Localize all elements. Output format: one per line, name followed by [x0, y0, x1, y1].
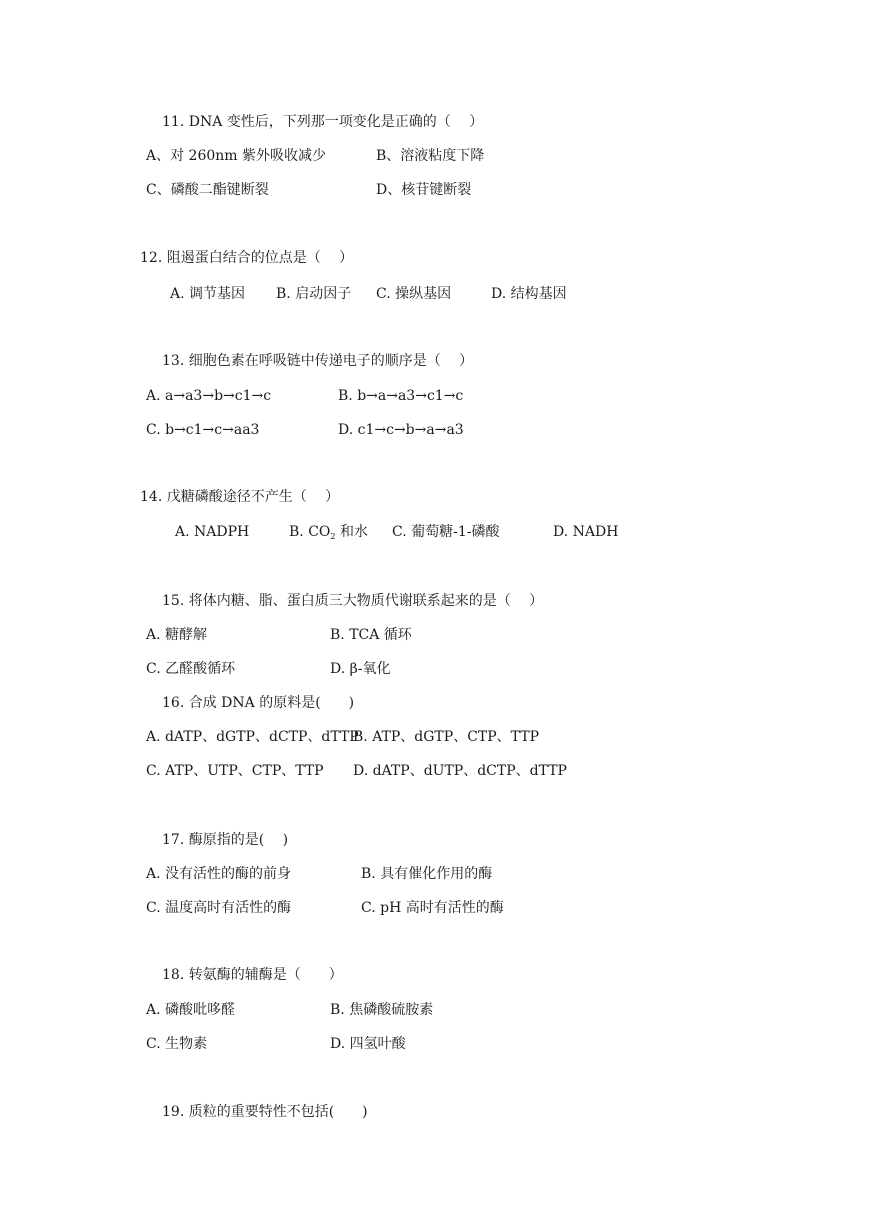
question-11-option-b: B、溶液粘度下降 — [376, 148, 485, 164]
question-16-option-d: D. dATP、dUTP、dCTP、dTTP — [353, 763, 567, 779]
question-12-stem: 12. 阻遏蛋白结合的位点是（ ） — [140, 250, 354, 266]
question-11-option-d: D、核苷键断裂 — [376, 182, 472, 198]
question-18-option-b: B. 焦磷酸硫胺素 — [330, 1002, 434, 1018]
question-14-option-b-suffix: 和水 — [339, 524, 368, 540]
question-12-option-d: D. 结构基因 — [491, 286, 567, 302]
question-14-option-a: A. NADPH — [175, 524, 250, 540]
question-15-option-c: C. 乙醛酸循环 — [146, 661, 236, 677]
question-15-option-b: B. TCA 循环 — [330, 627, 412, 643]
question-11-stem: 11. DNA 变性后，下列那一项变化是正确的（ ） — [162, 114, 484, 130]
question-14-option-b-text: B. CO — [289, 524, 331, 540]
question-18-option-d: D. 四氢叶酸 — [330, 1036, 406, 1052]
question-12-option-c: C. 操纵基因 — [376, 286, 452, 302]
question-15-option-a: A. 糖酵解 — [146, 627, 208, 643]
question-15-option-d: D. β-氧化 — [330, 661, 391, 677]
question-13-option-b: B. b→a→a3→c1→c — [338, 388, 464, 404]
question-13-option-c: C. b→c1→c→aa3 — [146, 422, 260, 438]
question-14-stem: 14. 戊糖磷酸途径不产生（ ） — [140, 489, 340, 505]
question-15-stem: 15. 将体内糖、脂、蛋白质三大物质代谢联系起来的是（ ） — [162, 593, 544, 609]
question-13-stem: 13. 细胞色素在呼吸链中传递电子的顺序是（ ） — [162, 353, 474, 369]
question-11-option-c: C、磷酸二酯键断裂 — [146, 182, 269, 198]
question-17-option-d: C. pH 高时有活性的酶 — [361, 900, 504, 916]
question-12-option-a: A. 调节基因 — [170, 286, 246, 302]
question-12-option-b: B. 启动因子 — [276, 286, 352, 302]
question-14-option-d: D. NADH — [553, 524, 619, 540]
question-14-option-c: C. 葡萄糖-1-磷酸 — [392, 524, 500, 540]
question-16-option-c: C. ATP、UTP、CTP、TTP — [146, 763, 324, 779]
question-16-stem: 16. 合成 DNA 的原料是( ) — [162, 695, 355, 711]
question-17-option-a: A. 没有活性的酶的前身 — [146, 866, 292, 882]
question-11-option-a: A、对 260nm 紫外吸收减少 — [146, 148, 327, 164]
question-16-option-b: B. ATP、dGTP、CTP、TTP — [353, 729, 540, 745]
question-17-stem: 17. 酶原指的是( ) — [162, 832, 289, 848]
question-14-option-b — [289, 523, 368, 546]
question-17-option-c: C. 温度高时有活性的酶 — [146, 900, 292, 916]
question-18-option-a: A. 磷酸吡哆醛 — [146, 1002, 236, 1018]
question-18-stem: 18. 转氨酶的辅酶是（ ） — [162, 967, 343, 983]
question-19-stem: 19. 质粒的重要特性不包括( ) — [162, 1104, 368, 1120]
question-13-option-d: D. c1→c→b→a→a3 — [338, 422, 464, 438]
question-16-option-a: A. dATP、dGTP、dCTP、dTTP — [146, 729, 359, 745]
question-18-option-c: C. 生物素 — [146, 1036, 208, 1052]
question-13-option-a: A. a→a3→b→c1→c — [146, 388, 272, 404]
question-17-option-b: B. 具有催化作用的酶 — [361, 866, 493, 882]
question-14-option-b-subscript: 2 — [330, 532, 336, 541]
